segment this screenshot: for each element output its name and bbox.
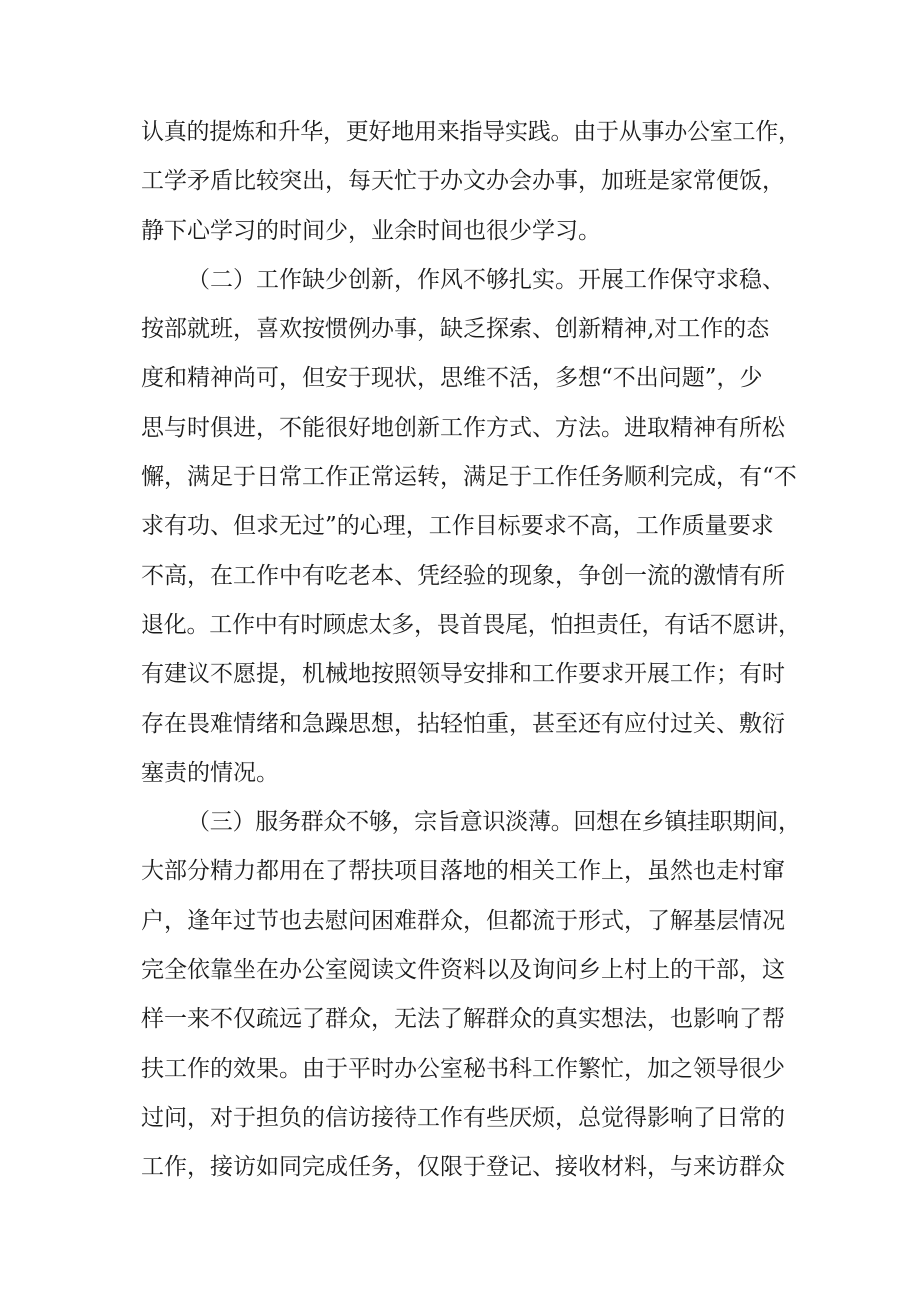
- text-line: 扶工作的效果。由于平时办公室秘书科工作繁忙，加之领导很少: [141, 1055, 785, 1082]
- text-line: 按部就班，喜欢按惯例办事，缺乏探索、创新精神,对工作的态: [141, 316, 770, 343]
- paragraph-section-3: [141, 798, 801, 1192]
- text-line: 懈，满足于日常工作正常运转，满足于工作任务顺利完成，有“不: [141, 464, 797, 491]
- text-line: 样一来不仅疏远了群众，无法了解群众的真实想法，也影响了帮: [141, 1006, 785, 1033]
- paragraph-continuation: [141, 108, 801, 256]
- text-line: 过问，对于担负的信访接待工作有些厌烦，总觉得影响了日常的: [141, 1104, 785, 1131]
- text-line: 存在畏难情绪和急躁思想，拈轻怕重，甚至还有应付过关、敷衍: [141, 710, 785, 737]
- text-line: 户，逢年过节也去慰问困难群众，但都流于形式，了解基层情况: [141, 907, 785, 934]
- section-heading-line: （二）工作缺少创新，作风不够扎实。开展工作保守求稳、: [187, 266, 785, 293]
- text-line: 认真的提炼和升华，更好地用来指导实践。由于从事办公室工作，: [141, 119, 801, 145]
- text-line: 工作，接访如同完成任务，仅限于登记、接收材料，与来访群众: [141, 1154, 785, 1181]
- paragraph-section-2: [141, 256, 801, 798]
- text-line: 大部分精力都用在了帮扶项目落地的相关工作上，虽然也走村窜: [141, 858, 785, 885]
- text-line: 求有功、但求无过”的心理，工作目标要求不高，工作质量要求: [141, 513, 774, 540]
- text-line: 完全依靠坐在办公室阅读文件资料以及询问乡上村上的干部，这: [141, 957, 785, 984]
- text-line: 工学矛盾比较突出，每天忙于办文办会办事，加班是家常便饭，: [141, 168, 785, 195]
- text-line: 有建议不愿提，机械地按照领导安排和工作要求开展工作；有时: [141, 661, 785, 688]
- text-line: 思与时俱进，不能很好地创新工作方式、方法。进取精神有所松: [141, 414, 785, 441]
- text-line: 塞责的情况。: [141, 759, 279, 786]
- text-line: 静下心学习的时间少，业余时间也很少学习。: [141, 217, 601, 244]
- section-heading-line: （三）服务群众不够，宗旨意识淡薄。回想在乡镇挂职期间，: [187, 809, 801, 836]
- text-line: 度和精神尚可，但安于现状，思维不活，多想“不出问题”，少: [141, 365, 763, 392]
- text-line: 退化。工作中有时顾虑太多，畏首畏尾，怕担责任，有话不愿讲，: [141, 611, 801, 638]
- document-body: [141, 108, 801, 1193]
- text-line: 不高，在工作中有吃老本、凭经验的现象，争创一流的激情有所: [141, 562, 785, 589]
